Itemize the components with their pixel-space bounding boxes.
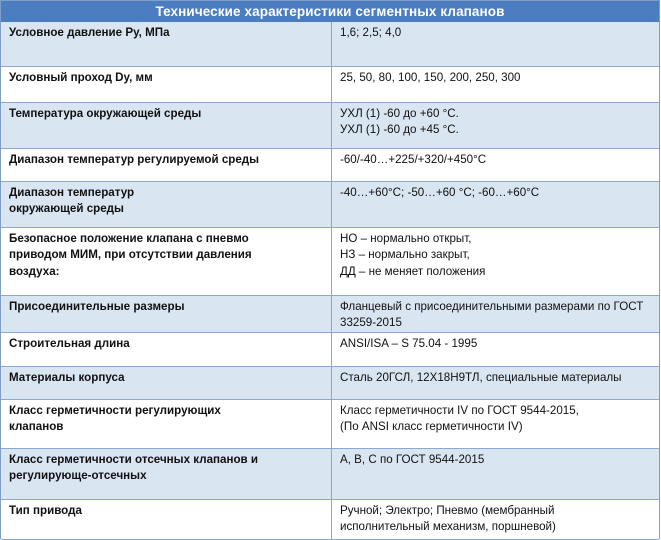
label-line: клапанов bbox=[9, 420, 64, 433]
value-line: УХЛ (1) -60 до +45 °С. bbox=[340, 123, 459, 136]
value-line: Фланцевый с присоединительными размерами по ГОСТ bbox=[340, 299, 644, 313]
value-line: НО – нормально открыт, bbox=[340, 231, 472, 245]
table-row bbox=[1, 102, 659, 148]
row-value bbox=[332, 227, 660, 295]
value-line: Класс герметичности IV по ГОСТ 9544-2015, bbox=[340, 403, 579, 417]
table-title: Технические характеристики сегментных клапанов bbox=[1, 1, 659, 22]
value-line: (По ANSI класс герметичности IV) bbox=[340, 420, 523, 433]
label-line: Присоединительные размеры bbox=[9, 299, 185, 313]
table-row bbox=[1, 295, 659, 332]
row-value bbox=[332, 295, 660, 332]
row-value bbox=[332, 399, 660, 448]
row-value bbox=[332, 66, 660, 102]
table-row bbox=[1, 181, 659, 227]
row-label bbox=[1, 148, 332, 181]
label-line: Безопасное положение клапана с пневмо bbox=[9, 231, 249, 245]
row-label bbox=[1, 295, 332, 332]
row-label bbox=[1, 332, 332, 366]
row-label bbox=[1, 22, 332, 66]
label-line: воздуха: bbox=[9, 264, 60, 278]
label-line: Условный проход Dy, мм bbox=[9, 70, 153, 84]
row-value bbox=[332, 332, 660, 366]
table-row bbox=[1, 227, 659, 295]
row-label bbox=[1, 399, 332, 448]
value-line: исполнительный механизм, поршневой) bbox=[340, 520, 556, 533]
label-line: Диапазон температур bbox=[9, 185, 135, 199]
row-value bbox=[332, 181, 660, 227]
value-line: ANSI/ISA – S 75.04 - 1995 bbox=[340, 336, 478, 350]
row-label bbox=[1, 448, 332, 499]
row-value bbox=[332, 102, 660, 148]
value-line: НЗ – нормально закрыт, bbox=[340, 248, 470, 261]
row-label bbox=[1, 102, 332, 148]
value-line: -60/-40…+225/+320/+450°С bbox=[340, 152, 487, 166]
value-line: Ручной; Электро; Пневмо (мембранный bbox=[340, 503, 555, 517]
value-line: УХЛ (1) -60 до +60 °С. bbox=[340, 106, 459, 120]
label-line: Температура окружающей среды bbox=[9, 106, 202, 120]
value-line: 1,6; 2,5; 4,0 bbox=[340, 26, 402, 39]
value-line: Сталь 20ГСЛ, 12Х18Н9ТЛ, специальные материалы bbox=[340, 370, 622, 384]
table-row bbox=[1, 499, 659, 539]
label-line: Строительная длина bbox=[9, 336, 130, 350]
label-line: Диапазон температур регулируемой среды bbox=[9, 152, 260, 166]
table-row bbox=[1, 448, 659, 499]
label-line: регулирующе-отсечных bbox=[9, 469, 147, 482]
row-value bbox=[332, 22, 660, 66]
label-line: Условное давление Ру, МПа bbox=[9, 26, 170, 39]
label-line: Класс герметичности регулирующих bbox=[9, 403, 221, 417]
label-line: Класс герметичности отсечных клапанов и bbox=[9, 452, 259, 466]
label-line: Тип привода bbox=[9, 503, 82, 517]
table-row bbox=[1, 22, 659, 66]
table-row bbox=[1, 366, 659, 399]
row-value bbox=[332, 366, 660, 399]
label-line: Материалы корпуса bbox=[9, 370, 125, 384]
value-line: -40…+60°С; -50…+60 °С; -60…+60°С bbox=[340, 185, 540, 199]
row-label bbox=[1, 499, 332, 539]
row-label bbox=[1, 227, 332, 295]
value-line: А, В, С по ГОСТ 9544-2015 bbox=[340, 452, 485, 466]
row-label bbox=[1, 181, 332, 227]
value-line: ДД – не меняет положения bbox=[340, 264, 486, 278]
spec-table bbox=[1, 22, 659, 540]
row-label bbox=[1, 366, 332, 399]
table-row bbox=[1, 148, 659, 181]
label-line: приводом МИМ, при отсутствии давления bbox=[9, 248, 252, 261]
label-line: окружающей среды bbox=[9, 202, 124, 215]
table-row bbox=[1, 332, 659, 366]
row-label bbox=[1, 66, 332, 102]
row-value bbox=[332, 148, 660, 181]
row-value bbox=[332, 499, 660, 539]
value-line: 33259-2015 bbox=[340, 316, 402, 329]
value-line: 25, 50, 80, 100, 150, 200, 250, 300 bbox=[340, 70, 521, 84]
row-value bbox=[332, 448, 660, 499]
table-row bbox=[1, 399, 659, 448]
table-row bbox=[1, 66, 659, 102]
